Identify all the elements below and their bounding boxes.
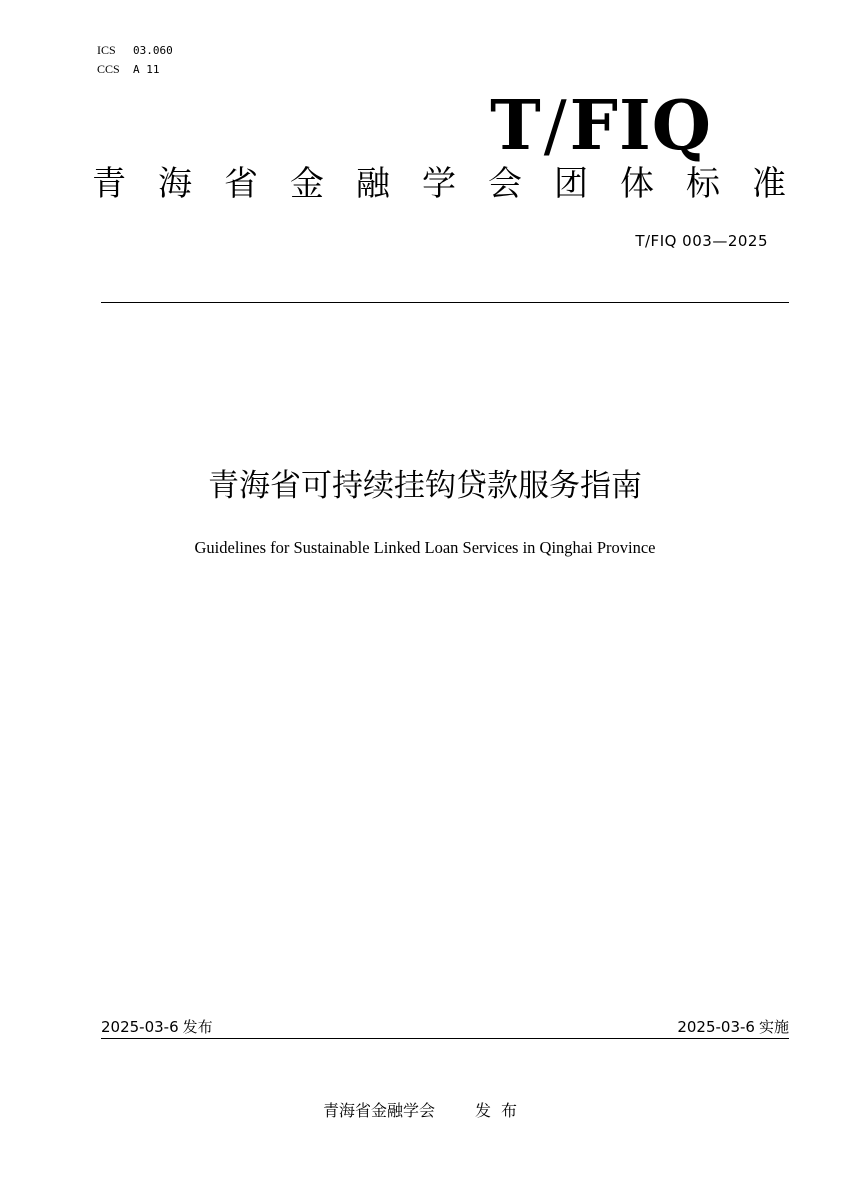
standard-type-char: 体 <box>620 164 654 204</box>
implement-label: 实施 <box>758 1018 789 1036</box>
document-number: T/FIQ 003—2025 <box>635 232 768 250</box>
standard-type-char: 学 <box>422 164 456 204</box>
standard-type-heading <box>92 160 786 208</box>
top-divider <box>101 302 789 303</box>
publisher-name: 青海省金融学会 <box>322 1101 435 1120</box>
ics-label: ICS <box>97 43 116 57</box>
ics-value: 03.060 <box>133 44 173 57</box>
standard-code-slash: / <box>543 87 568 166</box>
standard-type-char: 准 <box>752 164 786 204</box>
standard-type-char: 会 <box>488 164 522 204</box>
standard-type-char: 海 <box>158 164 192 204</box>
standard-type-char: 标 <box>686 164 720 204</box>
standard-code <box>490 86 712 167</box>
standard-type-char: 金 <box>290 164 324 204</box>
publish-date: 2025-03-6 <box>101 1018 179 1036</box>
standard-type-char: 青 <box>92 164 126 204</box>
bottom-divider <box>101 1038 789 1039</box>
document-title-en: Guidelines for Sustainable Linked Loan Services in Qinghai Province <box>194 538 656 557</box>
standard-type-char: 团 <box>554 164 588 204</box>
standard-code-prefix: T <box>490 86 542 166</box>
standard-type-char: 融 <box>356 164 390 204</box>
ccs-line <box>97 60 173 79</box>
standard-type-char: 省 <box>224 164 258 204</box>
document-title-cn: 青海省可持续挂钩贷款服务指南 <box>208 468 642 504</box>
implement-date-line <box>677 1016 789 1037</box>
standard-code-org: FIQ <box>569 86 712 166</box>
implement-date: 2025-03-6 <box>677 1018 755 1036</box>
ccs-value: A 11 <box>133 63 160 76</box>
ics-line <box>97 41 173 60</box>
publisher-action: 发布 <box>475 1101 528 1120</box>
ccs-label: CCS <box>97 62 120 76</box>
publish-label: 发布 <box>182 1018 213 1036</box>
publish-date-line <box>101 1016 213 1037</box>
classification-codes <box>97 41 173 79</box>
publisher-line <box>0 1098 850 1121</box>
